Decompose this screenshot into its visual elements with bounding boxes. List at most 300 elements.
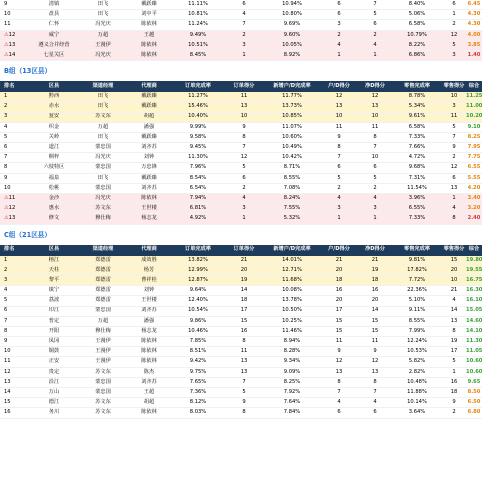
- sat-score-cell: 1: [442, 194, 466, 204]
- total-cell: 2.40: [466, 214, 482, 224]
- table-row: [0, 102, 482, 112]
- sat-score-cell: 9: [442, 398, 466, 408]
- rank-cell: 5: [0, 296, 28, 306]
- cust-score-cell: 16: [320, 286, 358, 296]
- header-cell: 综合: [466, 245, 482, 256]
- order-score-cell: 16: [224, 326, 264, 336]
- table-row: [0, 367, 482, 377]
- table-row: [0, 40, 482, 50]
- district-cell: 沿江: [28, 377, 80, 387]
- rank-cell: [0, 30, 28, 40]
- manager-cell: 田飞: [80, 132, 126, 142]
- sat-rate-cell: 5.34%: [392, 102, 442, 112]
- table-row: [0, 20, 482, 30]
- cust-rate-cell: 10.50%: [264, 306, 320, 316]
- order-score-cell: 6: [224, 173, 264, 183]
- net-score-cell: 6: [358, 163, 392, 173]
- rank-cell: 7: [0, 153, 28, 163]
- sat-score-cell: 11: [442, 112, 466, 122]
- sat-score-cell: 4: [442, 204, 466, 214]
- sat-score-cell: 4: [442, 296, 466, 306]
- cust-score-cell: 9: [320, 347, 358, 357]
- sat-score-cell: 15: [442, 256, 466, 266]
- order-rate-cell: 7.96%: [172, 163, 224, 173]
- district-cell: 正安: [28, 357, 80, 367]
- table-row: [0, 265, 482, 275]
- district-cell: 镇宁: [28, 286, 80, 296]
- cust-score-cell: 12: [320, 357, 358, 367]
- order-score-cell: 12: [224, 153, 264, 163]
- cust-score-cell: 20: [320, 265, 358, 275]
- table-row: [0, 10, 482, 20]
- cust-score-cell: 1: [320, 214, 358, 224]
- manager-cell: 蒙忠国: [80, 183, 126, 193]
- district-cell: 惠水: [28, 204, 80, 214]
- agent-cell: 刘齐苏: [126, 143, 172, 153]
- cust-score-cell: 1: [320, 50, 358, 60]
- manager-cell: 王漫伊: [80, 337, 126, 347]
- total-cell: 6.45: [466, 0, 482, 10]
- sat-score-cell: 8: [442, 214, 466, 224]
- manager-cell: 冯光庆: [80, 50, 126, 60]
- net-score-cell: 6: [358, 408, 392, 418]
- order-score-cell: 11: [224, 347, 264, 357]
- table-row: [0, 388, 482, 398]
- order-rate-cell: 10.46%: [172, 326, 224, 336]
- sat-score-cell: 20: [442, 265, 466, 275]
- cust-score-cell: 3: [320, 20, 358, 30]
- district-cell: 黎平: [28, 275, 80, 285]
- net-score-cell: 6: [358, 20, 392, 30]
- sat-score-cell: 2: [442, 153, 466, 163]
- cust-score-cell: 3: [320, 204, 358, 214]
- cust-rate-cell: 8.94%: [264, 337, 320, 347]
- order-rate-cell: 9.49%: [172, 30, 224, 40]
- district-cell: 七星关区: [28, 50, 80, 60]
- table-row: [0, 173, 482, 183]
- cust-rate-cell: 9.69%: [264, 20, 320, 30]
- order-score-cell: 4: [224, 194, 264, 204]
- total-cell: 14.60: [466, 316, 482, 326]
- order-rate-cell: 10.40%: [172, 112, 224, 122]
- agent-cell: 杨志龙: [126, 326, 172, 336]
- rank-cell: [0, 40, 28, 50]
- district-cell: 开阳: [28, 326, 80, 336]
- cust-score-cell: 11: [320, 122, 358, 132]
- sat-score-cell: 2: [442, 20, 466, 30]
- order-score-cell: 17: [224, 306, 264, 316]
- order-score-cell: 21: [224, 256, 264, 266]
- table-row: [0, 132, 482, 142]
- order-rate-cell: 11.24%: [172, 20, 224, 30]
- order-rate-cell: 12.40%: [172, 296, 224, 306]
- manager-cell: 穆仕梅: [80, 326, 126, 336]
- header-cell: 渠道经理: [80, 245, 126, 256]
- cust-score-cell: 15: [320, 316, 358, 326]
- order-rate-cell: 9.42%: [172, 357, 224, 367]
- sat-rate-cell: 5.06%: [392, 10, 442, 20]
- order-rate-cell: 8.12%: [172, 398, 224, 408]
- header-cell: 订单得分: [224, 81, 264, 92]
- total-cell: 8.25: [466, 132, 482, 142]
- table-row: [0, 30, 482, 40]
- rank-cell: 14: [0, 388, 28, 398]
- cust-score-cell: 4: [320, 194, 358, 204]
- rank-cell: 10: [0, 347, 28, 357]
- cust-score-cell: 18: [320, 275, 358, 285]
- table-row: [0, 316, 482, 326]
- rank-cell: 13: [0, 377, 28, 387]
- sat-score-cell: 1: [442, 10, 466, 20]
- header-cell: 新增户/D完成率: [264, 81, 320, 92]
- sat-score-cell: 19: [442, 337, 466, 347]
- net-score-cell: 11: [358, 122, 392, 132]
- table-row: [0, 326, 482, 336]
- agent-cell: 戴跃臻: [126, 0, 172, 10]
- district-cell: 万山: [28, 388, 80, 398]
- cust-score-cell: 8: [320, 143, 358, 153]
- district-cell: 凤冈: [28, 337, 80, 347]
- agent-cell: 陈依林: [126, 347, 172, 357]
- cust-rate-cell: 8.24%: [264, 194, 320, 204]
- agent-cell: 曹祥桂: [126, 275, 172, 285]
- order-rate-cell: 10.81%: [172, 10, 224, 20]
- cust-score-cell: 7: [320, 388, 358, 398]
- rank-cell: 8: [0, 163, 28, 173]
- order-rate-cell: 9.45%: [172, 143, 224, 153]
- agent-cell: 杨志龙: [126, 214, 172, 224]
- order-rate-cell: 7.94%: [172, 194, 224, 204]
- district-cell: 印江: [28, 306, 80, 316]
- cust-score-cell: 5: [320, 173, 358, 183]
- table-row: [0, 347, 482, 357]
- total-cell: 4.00: [466, 30, 482, 40]
- order-score-cell: 2: [224, 183, 264, 193]
- sat-rate-cell: 6.58%: [392, 20, 442, 30]
- cust-score-cell: 13: [320, 102, 358, 112]
- rank-cell: 11: [0, 357, 28, 367]
- total-cell: 10.60: [466, 367, 482, 377]
- agent-cell: 胡超: [126, 112, 172, 122]
- table-row: [0, 337, 482, 347]
- net-score-cell: 7: [358, 388, 392, 398]
- sat-rate-cell: 3.96%: [392, 194, 442, 204]
- district-cell: 修文: [28, 214, 80, 224]
- table-row: [0, 153, 482, 163]
- sat-score-cell: 13: [442, 316, 466, 326]
- manager-cell: 蒙忠国: [80, 143, 126, 153]
- sat-rate-cell: 7.31%: [392, 173, 442, 183]
- net-score-cell: 3: [358, 204, 392, 214]
- net-score-cell: 13: [358, 102, 392, 112]
- cust-rate-cell: 13.73%: [264, 102, 320, 112]
- agent-cell: 刘钟: [126, 286, 172, 296]
- cust-rate-cell: 10.08%: [264, 286, 320, 296]
- header-cell: 排名: [0, 81, 28, 92]
- net-score-cell: 8: [358, 132, 392, 142]
- warning-icon: ⚠: [4, 41, 9, 48]
- district-cell: 普定: [28, 316, 80, 326]
- cust-score-cell: 15: [320, 326, 358, 336]
- district-cell: 金沙: [28, 194, 80, 204]
- net-score-cell: 9: [358, 347, 392, 357]
- sat-rate-cell: 10.79%: [392, 30, 442, 40]
- order-rate-cell: 9.64%: [172, 286, 224, 296]
- agent-cell: 戴跃臻: [126, 173, 172, 183]
- sat-rate-cell: 7.99%: [392, 326, 442, 336]
- district-cell: 天柱: [28, 265, 80, 275]
- total-cell: 9.65: [466, 377, 482, 387]
- cust-rate-cell: 10.05%: [264, 40, 320, 50]
- district-cell: 铜鼓: [28, 347, 80, 357]
- cust-rate-cell: 13.78%: [264, 296, 320, 306]
- manager-cell: 郑德雷: [80, 286, 126, 296]
- warning-icon: ⚠: [4, 51, 9, 58]
- sat-rate-cell: 17.82%: [392, 265, 442, 275]
- sat-rate-cell: 8.22%: [392, 40, 442, 50]
- rank-cell: 5: [0, 132, 28, 142]
- district-cell: 遵义合并经营: [28, 40, 80, 50]
- manager-cell: 王漫伊: [80, 357, 126, 367]
- cust-rate-cell: 8.28%: [264, 347, 320, 357]
- cust-score-cell: 20: [320, 296, 358, 306]
- district-cell: 六枝特区: [28, 163, 80, 173]
- rank-cell: 4: [0, 122, 28, 132]
- manager-cell: 苏文东: [80, 398, 126, 408]
- sat-rate-cell: 9.61%: [392, 112, 442, 122]
- order-rate-cell: 9.86%: [172, 316, 224, 326]
- table-row: [0, 204, 482, 214]
- rank-value: 12: [8, 31, 16, 38]
- rank-cell: 9: [0, 0, 28, 10]
- cust-score-cell: 7: [320, 153, 358, 163]
- order-score-cell: 15: [224, 316, 264, 326]
- manager-cell: 王漫伊: [80, 347, 126, 357]
- sat-score-cell: 3: [442, 50, 466, 60]
- district-cell: 黔西: [28, 92, 80, 102]
- rank-cell: 3: [0, 112, 28, 122]
- agent-cell: 刘钟: [126, 153, 172, 163]
- sat-rate-cell: 7.72%: [392, 275, 442, 285]
- total-cell: 15.05: [466, 306, 482, 316]
- net-score-cell: 13: [358, 367, 392, 377]
- net-score-cell: 19: [358, 265, 392, 275]
- agent-cell: 潘强: [126, 316, 172, 326]
- manager-cell: 万超: [80, 316, 126, 326]
- agent-cell: 陈依林: [126, 50, 172, 60]
- agent-cell: 刘齐苏: [126, 183, 172, 193]
- net-score-cell: 1: [358, 214, 392, 224]
- sat-rate-cell: 3.64%: [392, 408, 442, 418]
- sat-score-cell: 5: [442, 357, 466, 367]
- cust-rate-cell: 9.60%: [264, 30, 320, 40]
- group-b-header: [0, 81, 482, 92]
- district-cell: 榕江: [28, 256, 80, 266]
- total-cell: 11.25: [466, 92, 482, 102]
- table-row: [0, 122, 482, 132]
- rank-cell: 9: [0, 173, 28, 183]
- agent-cell: 王世楼: [126, 296, 172, 306]
- table-row: [0, 163, 482, 173]
- cust-score-cell: 6: [320, 163, 358, 173]
- net-score-cell: 8: [358, 377, 392, 387]
- cust-score-cell: 6: [320, 10, 358, 20]
- order-rate-cell: 13.82%: [172, 256, 224, 266]
- order-rate-cell: 8.54%: [172, 173, 224, 183]
- sat-rate-cell: 6.55%: [392, 204, 442, 214]
- header-cell: 零售得分: [442, 81, 466, 92]
- manager-cell: 田飞: [80, 102, 126, 112]
- cust-rate-cell: 11.46%: [264, 326, 320, 336]
- order-score-cell: 9: [224, 122, 264, 132]
- rank-cell: 16: [0, 408, 28, 418]
- header-cell: 区县: [28, 81, 80, 92]
- cust-rate-cell: 5.32%: [264, 214, 320, 224]
- district-cell: 威宁: [28, 30, 80, 40]
- order-score-cell: 18: [224, 296, 264, 306]
- sat-rate-cell: 9.81%: [392, 256, 442, 266]
- cust-rate-cell: 7.64%: [264, 398, 320, 408]
- net-score-cell: 15: [358, 316, 392, 326]
- table-row: [0, 398, 482, 408]
- manager-cell: 田飞: [80, 0, 126, 10]
- order-rate-cell: 7.85%: [172, 337, 224, 347]
- top-group-table: [0, 0, 482, 61]
- total-cell: 4.30: [466, 20, 482, 30]
- sat-score-cell: 6: [442, 173, 466, 183]
- order-rate-cell: 7.36%: [172, 388, 224, 398]
- sat-score-cell: 10: [442, 92, 466, 102]
- district-cell: 仁怀: [28, 20, 80, 30]
- warning-icon: ⚠: [4, 205, 9, 212]
- sat-rate-cell: 6.86%: [392, 50, 442, 60]
- net-score-cell: 18: [358, 275, 392, 285]
- cust-rate-cell: 7.55%: [264, 204, 320, 214]
- header-cell: 排名: [0, 245, 28, 256]
- order-score-cell: 5: [224, 388, 264, 398]
- total-cell: 5.55: [466, 173, 482, 183]
- rank-value: 11: [8, 194, 16, 201]
- table-row: [0, 183, 482, 193]
- agent-cell: 陈依林: [126, 357, 172, 367]
- header-cell: 净D得分: [358, 81, 392, 92]
- cust-rate-cell: 9.09%: [264, 367, 320, 377]
- sat-rate-cell: 10.48%: [392, 377, 442, 387]
- agent-cell: 王超: [126, 388, 172, 398]
- cust-rate-cell: 14.01%: [264, 256, 320, 266]
- cust-rate-cell: 8.25%: [264, 377, 320, 387]
- warning-icon: ⚠: [4, 215, 9, 222]
- cust-rate-cell: 9.34%: [264, 357, 320, 367]
- district-cell: 盘县: [28, 10, 80, 20]
- net-score-cell: 2: [358, 183, 392, 193]
- cust-score-cell: 4: [320, 398, 358, 408]
- sat-score-cell: 9: [442, 143, 466, 153]
- order-score-cell: 6: [224, 0, 264, 10]
- table-row: [0, 143, 482, 153]
- sat-rate-cell: 8.78%: [392, 92, 442, 102]
- agent-cell: 陈杰: [126, 367, 172, 377]
- order-rate-cell: 7.65%: [172, 377, 224, 387]
- sat-rate-cell: 4.72%: [392, 153, 442, 163]
- sat-rate-cell: 8.55%: [392, 316, 442, 326]
- warning-icon: ⚠: [4, 194, 9, 201]
- cust-rate-cell: 8.92%: [264, 50, 320, 60]
- total-cell: 19.55: [466, 265, 482, 275]
- agent-cell: 陈依林: [126, 337, 172, 347]
- total-cell: 16.30: [466, 286, 482, 296]
- sat-score-cell: 3: [442, 102, 466, 112]
- group-b-table: [0, 81, 482, 224]
- order-rate-cell: 9.75%: [172, 367, 224, 377]
- header-cell: 户/D得分: [320, 81, 358, 92]
- net-score-cell: 16: [358, 286, 392, 296]
- cust-score-cell: 9: [320, 132, 358, 142]
- rank-cell: 6: [0, 143, 28, 153]
- header-cell: 区县: [28, 245, 80, 256]
- manager-cell: 苏文东: [80, 367, 126, 377]
- cust-rate-cell: 7.92%: [264, 388, 320, 398]
- total-cell: 6.55: [466, 163, 482, 173]
- group-c-header: [0, 245, 482, 256]
- order-score-cell: 10: [224, 112, 264, 122]
- total-cell: 16.10: [466, 296, 482, 306]
- total-cell: 19.80: [466, 256, 482, 266]
- table-row: [0, 112, 482, 122]
- sat-rate-cell: 9.68%: [392, 163, 442, 173]
- cust-rate-cell: 10.49%: [264, 143, 320, 153]
- rank-cell: 12: [0, 367, 28, 377]
- manager-cell: 万超: [80, 30, 126, 40]
- agent-cell: 潘强: [126, 122, 172, 132]
- manager-cell: 万超: [80, 122, 126, 132]
- sat-score-cell: 1: [442, 367, 466, 377]
- order-score-cell: 13: [224, 357, 264, 367]
- agent-cell: 万忠锋: [126, 163, 172, 173]
- agent-cell: 戴跃臻: [126, 102, 172, 112]
- table-row: [0, 0, 482, 10]
- cust-rate-cell: 10.25%: [264, 316, 320, 326]
- cust-score-cell: 2: [320, 30, 358, 40]
- total-cell: 11.30: [466, 337, 482, 347]
- order-rate-cell: 6.54%: [172, 183, 224, 193]
- rank-cell: [0, 50, 28, 60]
- order-score-cell: 5: [224, 163, 264, 173]
- manager-cell: 蒙忠国: [80, 306, 126, 316]
- rank-cell: [0, 214, 28, 224]
- order-score-cell: 3: [224, 40, 264, 50]
- order-score-cell: 11: [224, 92, 264, 102]
- rank-cell: 2: [0, 102, 28, 112]
- order-rate-cell: 15.46%: [172, 102, 224, 112]
- order-score-cell: 3: [224, 204, 264, 214]
- sat-score-cell: 14: [442, 306, 466, 316]
- agent-cell: 成效胜: [126, 256, 172, 266]
- cust-rate-cell: 7.08%: [264, 183, 320, 193]
- sat-rate-cell: 22.36%: [392, 286, 442, 296]
- agent-cell: 刘中平: [126, 10, 172, 20]
- district-cell: 织金: [28, 122, 80, 132]
- cust-score-cell: 4: [320, 40, 358, 50]
- table-row: [0, 194, 482, 204]
- net-score-cell: 15: [358, 326, 392, 336]
- sat-rate-cell: 11.88%: [392, 388, 442, 398]
- sat-rate-cell: 7.33%: [392, 214, 442, 224]
- district-cell: 瓮安: [28, 112, 80, 122]
- table-row: [0, 377, 482, 387]
- cust-score-cell: 11: [320, 337, 358, 347]
- net-score-cell: 2: [358, 30, 392, 40]
